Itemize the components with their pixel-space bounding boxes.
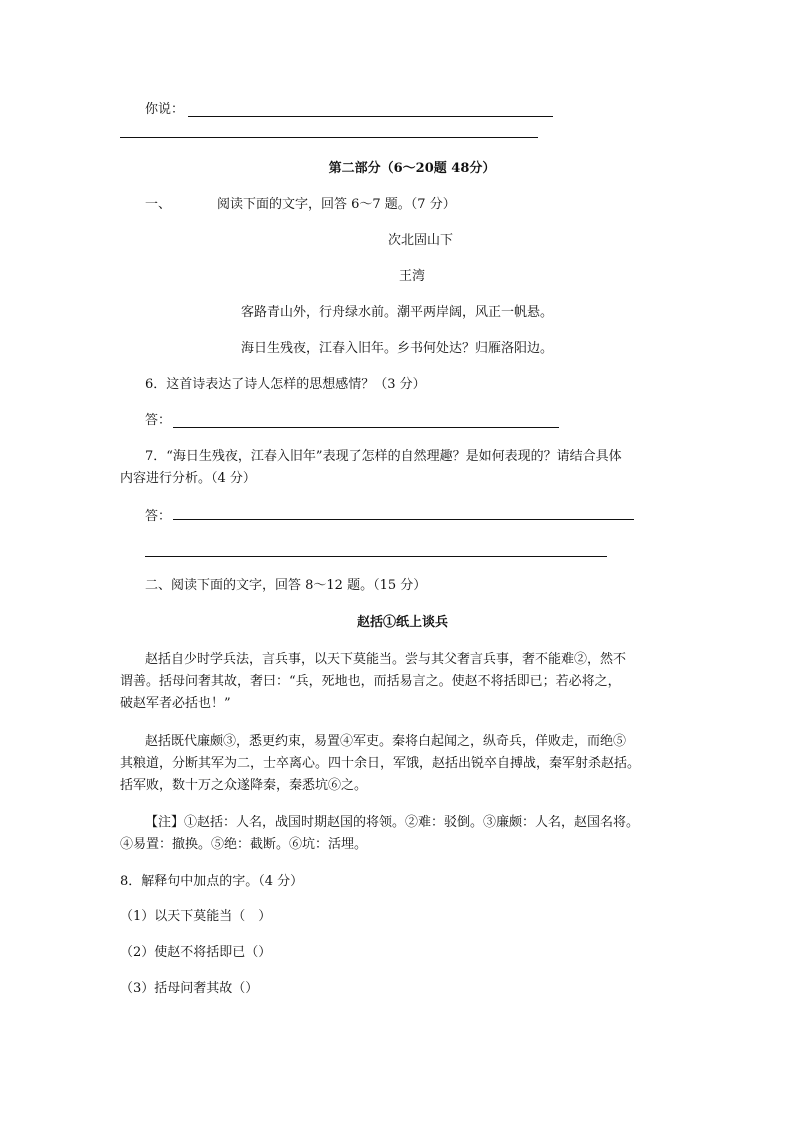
part-title: 第二部分（6～20题 48分） [328,161,496,176]
answer-line[interactable] [145,556,607,557]
question-8: 8．解释句中加点的字。（4 分） [120,874,304,889]
question-8-item: （2）使赵不将括即已（） [120,945,272,960]
section-instruction: 二、阅读下面的文字，回答 8～12 题。（15 分） [145,578,427,593]
poem-line: 客路青山外，行舟绿水前。潮平两岸阔，风正一帆悬。 [241,305,554,320]
passage-line: 谓善。括母问奢其故，奢曰：“兵，死地也，而括易言之。使赵不将括即已；若必将之， [120,674,621,689]
answer-line[interactable] [173,519,634,520]
answer-label: 答： [145,413,172,428]
poem-author: 王湾 [399,269,426,284]
passage-line: 括军败，数十万之众遂降秦，秦悉坑⑥之。 [120,778,368,793]
intro-label: 你说： [145,102,185,117]
answer-line[interactable] [188,116,553,117]
passage-line: 其粮道，分断其军为二，士卒离心。四十余日，军饿，赵括出锐卒自搏战，秦军射杀赵括。 [120,756,641,771]
passage-line: 赵括既代廉颇③，悉更约束，易置④军吏。秦将白起闻之，纵奇兵，佯败走，而绝⑤ [145,734,627,749]
answer-label: 答： [145,509,172,524]
question-7: 7．“海日生残夜，江春入旧年”表现了怎样的自然理趣？是如何表现的？请结合具体 [145,449,622,464]
question-8-item: （3）括母问奢其故（） [120,981,259,996]
question-8-item: （1）以天下莫能当（ ） [120,909,272,924]
answer-line[interactable] [120,137,538,138]
question-6: 6．这首诗表达了诗人怎样的思想感情？（3 分） [145,377,426,392]
poem-line: 海日生残夜，江春入旧年。乡书何处达？归雁洛阳边。 [241,341,554,356]
passage-line: 破赵军者必括也！” [120,696,231,711]
section-instruction: 阅读下面的文字，回答 6～7 题。（7 分） [217,197,456,212]
answer-line[interactable] [173,427,559,428]
notes-line: 【注】①赵括：人名，战国时期赵国的将领。②难：驳倒。③廉颇：人名，赵国名将。 [145,815,640,830]
notes-line: ④易置：撤换。⑤绝：截断。⑥坑：活埋。 [120,837,368,852]
passage-line: 赵括自少时学兵法，言兵事，以天下莫能当。尝与其父奢言兵事，奢不能难②，然不 [145,652,627,667]
section-number: 一、 [145,197,172,212]
passage-title: 赵括①纸上谈兵 [357,615,449,630]
question-7-cont: 内容进行分析。（4 分） [120,471,256,486]
poem-title: 次北固山下 [388,233,454,248]
